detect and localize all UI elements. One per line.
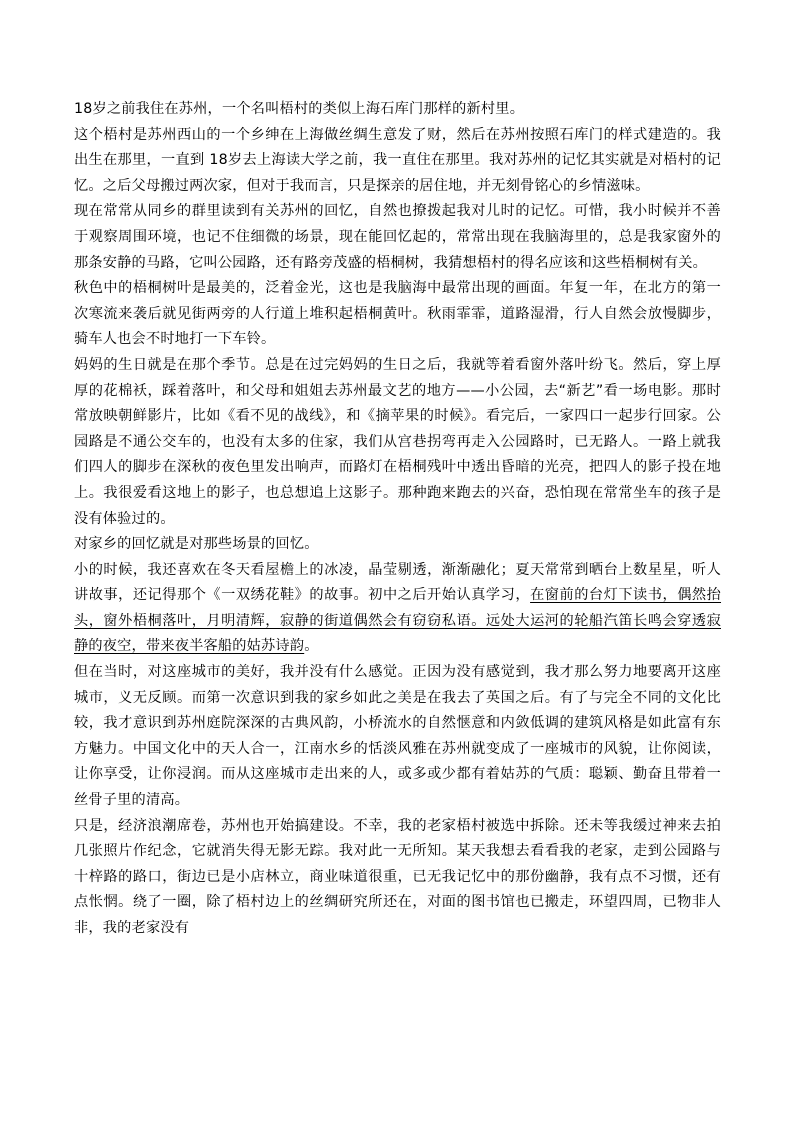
paragraph-1: 18岁之前我住在苏州，一个名叫梧村的类似上海石库门那样的新村里。 <box>74 101 525 117</box>
underlined-passage: 在窗前的台灯下读书，偶然抬头，窗外梧桐落叶，月明清辉，寂静的街道偶然会有窃窃私语。远处大运河的轮船汽笛长鸣会穿透寂静的夜空，带来夜半客船的姑苏诗韵 <box>74 587 722 655</box>
paragraph-3: 现在常常从同乡的群里读到有关苏州的回忆，自然也撩拨起我对儿时的记忆。可惜，我小时候并不善于观察周围环境，也记不住细微的场景，现在能回忆起的，常常出现在我脑海里的，总是我家窗外的那条安静的马路，它叫公园路，还有路旁茂盛的梧桐树，我猜想梧村的得名应该和这些梧桐树有关。 <box>74 203 721 271</box>
paragraph-8: 但在当时，对这座城市的美好，我并没有什么感觉。正因为没有感觉到，我才那么努力地要离开这座城市，义无反顾。而第一次意识到我的家乡如此之美是在我去了英国之后。有了与完全不同的文化比较，我才意识到苏州庭院深深的古典风韵，小桥流水的自然惬意和内敛低调的建筑风格是如此富有东方魅力。中国文化中的天人合一，江南水乡的恬淡风雅在苏州就变成了一座城市的风貌，让你阅读，让你享受，让你浸润。而从这座城市走出来的人，或多或少都有着姑苏的气质：聪颖、勤奋且带着一丝骨子里的清高。 <box>74 664 721 809</box>
article-body <box>74 97 721 942</box>
paragraph-2: 这个梧村是苏州西山的一个乡绅在上海做丝绸生意发了财，然后在苏州按照石库门的样式建造的。我出生在那里，一直到 18岁去上海读大学之前，我一直住在那里。我对苏州的记忆其实就是对梧村的记忆。之后父母搬过两次家，但对于我而言，只是探亲的居住地，并无刻骨铭心的乡情滋味。 <box>74 126 721 194</box>
paragraph-7 <box>74 558 721 660</box>
paragraph-5: 妈妈的生日就是在那个季节。总是在过完妈妈的生日之后，我就等着看窗外落叶纷飞。然后，穿上厚厚的花棉袄，踩着落叶，和父母和姐姐去苏州最文艺的地方——小公园，去“新艺”看一场电影。那时常放映朝鲜影片，比如《看不见的战线》，和《摘苹果的时候》。看完后，一家四口一起步行回家。公园路是不通公交车的，也没有太多的住家，我们从宫巷拐弯再走入公园路时，已无路人。一路上就我们四人的脚步在深秋的夜色里发出响声，而路灯在梧桐残叶中透出昏暗的光亮，把四人的影子投在地上。我很爱看这地上的影子，也总想追上这影子。那种跑来跑去的兴奋，恐怕现在常常坐车的孩子是没有体验过的。 <box>74 356 721 527</box>
paragraph-9: 只是，经济浪潮席卷，苏州也开始搞建设。不幸，我的老家梧村被选中拆除。还未等我缓过神来去拍几张照片作纪念，它就消失得无影无踪。我对此一无所知。某天我想去看看我的老家，走到公园路与十梓路的路口，街边已是小店林立，商业味道很重，已无我记忆中的那份幽静，我有点不习惯，还有点怅惘。绕了一圈，除了梧村边上的丝绸研究所还在，对面的图书馆也已搬走，环望四周，已物非人非，我的老家没有 <box>74 817 721 936</box>
paragraph-7-text: 小的时候，我还喜欢在冬天看屋檐上的冰凌，晶莹剔透，渐渐融化；夏天常常到晒台上数星星，听人讲故事，还记得那个《一双绣花鞋》的故事。初中之后开始认真学习， <box>74 561 721 604</box>
paragraph-6: 对家乡的回忆就是对那些场景的回忆。 <box>74 536 319 553</box>
paragraph-7-tail: 。 <box>304 638 319 655</box>
paragraph-4: 秋色中的梧桐树叶是最美的，泛着金光，这也是我脑海中最常出现的画面。年复一年，在北方的第一次寒流来袭后就见街两旁的人行道上堆积起梧桐黄叶。秋雨霏霏，道路湿滑，行人自然会放慢脚步，骑车人也会不时地打一下车铃。 <box>74 280 721 348</box>
